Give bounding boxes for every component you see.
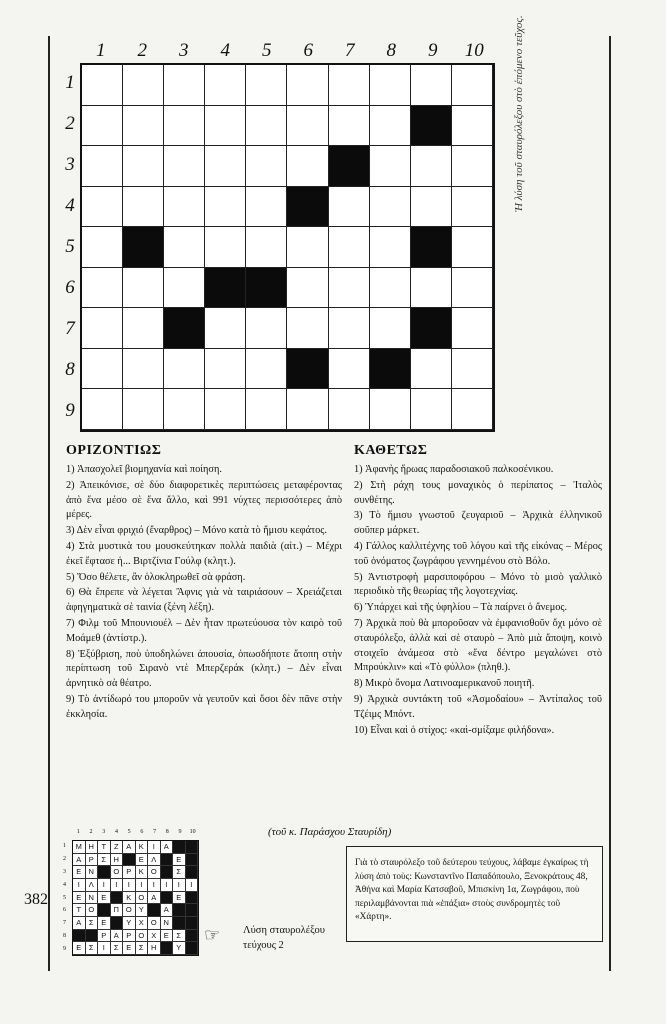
solution-row-number: 8 <box>63 933 66 940</box>
solution-black-cell <box>111 892 124 905</box>
grid-cell <box>123 268 164 309</box>
grid-cell <box>370 146 411 187</box>
solution-cell: Ο <box>136 892 149 905</box>
solution-cell: Η <box>148 942 161 955</box>
grid-cell <box>452 227 493 268</box>
solution-row-number: 9 <box>63 946 66 953</box>
grid-cell <box>82 187 123 228</box>
solution-cell: Ο <box>86 904 99 917</box>
black-cell <box>411 308 452 349</box>
solution-cell: Ν <box>86 892 99 905</box>
black-cell <box>123 227 164 268</box>
solution-cell: Ε <box>161 930 174 943</box>
solution-cell: Α <box>73 917 86 930</box>
solution-column-number: 2 <box>89 829 93 835</box>
column-number: 8 <box>386 40 396 61</box>
solution-black-cell <box>186 917 199 930</box>
solution-cell: Π <box>111 904 124 917</box>
solution-row-number: 1 <box>63 843 66 849</box>
grid-cell <box>82 227 123 268</box>
grid-cell <box>452 146 493 187</box>
column-number: 10 <box>464 40 484 61</box>
solution-cell: Ρ <box>123 930 136 943</box>
solution-column-number: 7 <box>153 829 157 835</box>
grid-cell <box>329 349 370 390</box>
solution-column-number: 8 <box>165 829 169 835</box>
grid-cell <box>82 65 123 106</box>
solution-cell: Κ <box>136 866 149 879</box>
grid-cell <box>287 268 328 309</box>
solution-cell: Κ <box>123 892 136 905</box>
solution-black-cell <box>98 904 111 917</box>
black-cell <box>370 349 411 390</box>
clue: 10) Εἶναι καὶ ὁ στίχος: «καὶ-σμίξαμε φιλήδονα». <box>354 724 555 736</box>
left-margin-rule <box>48 36 50 971</box>
grid-cell <box>370 308 411 349</box>
solution-cell: Σ <box>86 942 99 955</box>
grid-cell <box>370 106 411 147</box>
right-margin-rule <box>609 36 611 971</box>
grid-cell <box>123 106 164 147</box>
grid-cell <box>82 146 123 187</box>
grid-cell <box>164 187 205 228</box>
clue: 5) Ὅσο θέλετε, ἂν ὁλοκληρωθεῖ σὰ φράση. <box>66 571 246 583</box>
solution-cell: Σ <box>173 930 186 943</box>
row-number: 4 <box>65 194 75 216</box>
solution-row-number: 4 <box>63 881 66 888</box>
grid-cell <box>246 187 287 228</box>
row-number: 6 <box>65 276 75 298</box>
solution-cell: Ι <box>123 879 136 892</box>
solution-cell: Υ <box>123 917 136 930</box>
grid-cell <box>329 308 370 349</box>
grid-cell <box>452 65 493 106</box>
solution-cell: Η <box>86 841 99 854</box>
solution-black-cell <box>123 854 136 867</box>
solution-black-cell <box>161 854 174 867</box>
solution-black-cell <box>186 942 199 955</box>
grid-cell <box>287 146 328 187</box>
solution-cell: Ε <box>123 942 136 955</box>
grid-cell <box>411 146 452 187</box>
column-number: 3 <box>179 40 189 61</box>
solution-cell: Λ <box>86 879 99 892</box>
grid-cell <box>329 187 370 228</box>
solution-cell: Σ <box>98 854 111 867</box>
solution-column-numbers <box>72 829 199 835</box>
solution-row-number: 6 <box>63 907 66 914</box>
solution-row-number: 5 <box>63 894 66 901</box>
grid-cell <box>411 268 452 309</box>
grid-cell <box>370 187 411 228</box>
solution-cell: Χ <box>136 917 149 930</box>
solution-black-cell <box>161 942 174 955</box>
clue: 5) Ἀντιστροφὴ μαρσιποφόρου – Μόνο τὸ μισὸ γαλλικὸ περιοδικὸ τῆς θεωρίας τῆς λογοτεχνίας. <box>354 571 602 598</box>
clue: 1) Ἀπασχολεῖ βιομηχανία καὶ ποίηση. <box>66 464 222 475</box>
grid-cell <box>246 65 287 106</box>
grid-cell <box>287 389 328 430</box>
row-number: 3 <box>65 153 75 175</box>
grid-cell <box>123 65 164 106</box>
solution-cell: Α <box>111 930 124 943</box>
solution-cell: Ε <box>73 942 86 955</box>
clue: 8) Ἐξύβριση, ποὺ ὑποδηλώνει ἀπουσία, ὁπωσδήποτε ἄτοπη στὴν περίπτωση τοῦ Σιρανὸ ντὲ Μπερζεράκ (κλητ.) – Δὲν εἶναι ἀρνητικὸ σὰ θέατρο. <box>66 648 342 690</box>
grid-cell <box>329 268 370 309</box>
black-cell <box>411 106 452 147</box>
solution-cell: Α <box>123 841 136 854</box>
black-cell <box>164 308 205 349</box>
row-number: 5 <box>65 235 75 257</box>
solution-black-cell <box>186 892 199 905</box>
grid-cell <box>205 187 246 228</box>
solution-black-cell <box>98 866 111 879</box>
solution-cell: Ν <box>161 917 174 930</box>
grid-cell <box>164 146 205 187</box>
solution-cell: Ε <box>73 892 86 905</box>
across-heading: ΟΡΙΖΟΝΤΙΩΣ <box>66 443 162 458</box>
solution-column-number: 1 <box>76 829 80 835</box>
solvers-notice: Γιὰ τὸ σταυρόλεξο τοῦ δεύτερου τεύχους, λάβαμε ἐγκαίρως τὴ λύση ἀπὸ τοὺς: Κωνσταντῖνο Παπαδόπουλο, Ξενοκράτους 48, Ἀθήνα καὶ Μαρία Κατσαβοῦ, Μπισκίνη 1α, Ζωγράφου, ποὺ περιλαμβάνονται πιὰ «ἐπάξια» στοὺς συνδρομητὲς τοῦ «Χάρτη». <box>346 846 603 942</box>
solution-cell: Λ <box>148 854 161 867</box>
solution-cell: Ε <box>173 892 186 905</box>
previous-solution-grid <box>72 840 199 956</box>
clue: 8) Μικρὸ ὄνομα Λατινοαμερικανοῦ ποιητῆ. <box>354 678 535 690</box>
pointing-hand-icon: ☞ <box>204 925 221 945</box>
solution-cell: Ο <box>148 917 161 930</box>
grid-cell <box>246 308 287 349</box>
row-number: 2 <box>65 112 75 134</box>
down-heading: ΚΑΘΕΤΩΣ <box>354 443 428 458</box>
clue: 6) Ὑπάρχει καὶ τῆς ὑφηλίου – Τὰ παίρνει ὁ ἄνεμος. <box>354 602 568 614</box>
solution-column-number: 5 <box>127 829 131 835</box>
column-number: 7 <box>345 40 355 61</box>
grid-cell <box>205 146 246 187</box>
solution-cell: Ε <box>173 854 186 867</box>
solution-black-cell <box>173 904 186 917</box>
solution-cell: Α <box>73 854 86 867</box>
down-clues <box>354 463 602 739</box>
grid-cell <box>205 65 246 106</box>
solution-cell: Ε <box>136 854 149 867</box>
solution-black-cell <box>173 917 186 930</box>
solution-cell: Ι <box>148 841 161 854</box>
solution-cell: Ι <box>73 879 86 892</box>
grid-cell <box>82 268 123 309</box>
grid-cell <box>246 106 287 147</box>
solution-cell: Ι <box>136 879 149 892</box>
solution-cell: Ι <box>148 879 161 892</box>
grid-cell <box>246 349 287 390</box>
grid-cell <box>123 146 164 187</box>
column-number: 2 <box>137 40 147 61</box>
solution-black-cell <box>186 841 199 854</box>
black-cell <box>411 227 452 268</box>
black-cell <box>287 187 328 228</box>
solution-cell: Ο <box>148 866 161 879</box>
across-clues <box>66 463 342 724</box>
solution-black-cell <box>111 917 124 930</box>
row-number: 7 <box>65 317 75 339</box>
clue: 1) Ἀφανὴς ἥρωας παραδοσιακοῦ παλκοσένικου. <box>354 464 554 475</box>
grid-cell <box>370 389 411 430</box>
solution-black-cell <box>186 904 199 917</box>
grid-cell <box>205 349 246 390</box>
black-cell <box>287 349 328 390</box>
solution-cell: Ι <box>186 879 199 892</box>
solution-cell: Ρ <box>123 866 136 879</box>
solution-cell: Ε <box>98 892 111 905</box>
column-number: 9 <box>428 40 438 61</box>
solution-cell: Ν <box>86 866 99 879</box>
solution-black-cell <box>161 866 174 879</box>
grid-cell <box>329 227 370 268</box>
grid-cell <box>452 389 493 430</box>
solution-column-number: 9 <box>178 829 182 835</box>
clue: 9) Ἀρχικὰ συντάκτη τοῦ «Ἀσμοδαίου» – Ἀντίπαλος τοῦ Τζέιμς Μπόντ. <box>354 693 602 720</box>
solution-black-cell <box>186 866 199 879</box>
solution-black-cell <box>186 854 199 867</box>
solution-cell: Σ <box>86 917 99 930</box>
grid-cell <box>246 389 287 430</box>
grid-cell <box>452 308 493 349</box>
solution-cell: Ο <box>111 866 124 879</box>
solution-cell: Τ <box>73 904 86 917</box>
grid-cell <box>370 65 411 106</box>
grid-cell <box>411 65 452 106</box>
grid-cell <box>452 349 493 390</box>
solution-column-number: 6 <box>140 829 144 835</box>
grid-cell <box>164 389 205 430</box>
clue: 2) Στὴ ράχη τους μοναχικὸς ὁ περίπατος – Ἰταλὸς συνθέτης. <box>354 479 602 506</box>
solution-cell: Κ <box>136 841 149 854</box>
grid-cell <box>82 106 123 147</box>
solution-cell: Ι <box>98 879 111 892</box>
solution-black-cell <box>186 930 199 943</box>
solution-cell: Α <box>161 841 174 854</box>
grid-cell <box>164 106 205 147</box>
grid-cell <box>205 308 246 349</box>
grid-cell <box>205 227 246 268</box>
clue: 4) Γάλλος καλλιτέχνης τοῦ λόγου καὶ τῆς εἰκόνας – Μέρος τοῦ ὀνόματος ζωγράφου γεννημένου στὸ Βόλο. <box>354 540 602 567</box>
clue: 3) Δὲν εἶναι φριχιό (ἔναρθρος) – Μόνο κατὰ τὸ ἥμισυ κεφάτος. <box>66 525 327 537</box>
solution-cell: Α <box>148 892 161 905</box>
grid-cell <box>287 308 328 349</box>
grid-cell <box>287 106 328 147</box>
solution-black-cell <box>73 930 86 943</box>
grid-cell <box>329 106 370 147</box>
solution-column-number: 10 <box>189 829 196 835</box>
solution-black-cell <box>161 892 174 905</box>
grid-cell <box>287 65 328 106</box>
column-number: 6 <box>303 40 313 61</box>
solution-cell: Ι <box>98 942 111 955</box>
solution-row-number: 2 <box>63 855 66 862</box>
row-number: 8 <box>65 358 75 380</box>
clue: 7) Ἀρχικὰ ποὺ θὰ μποροῦσαν νὰ ἐμφανισθοῦν ὄχι μόνο σὲ σταυρόλεξο, ἀλλὰ καὶ σὲ σταυρὸ – Ἀπὸ μιὰ ἄποψη, κοινὸ στοιχεῖο ἀνάμεσα στὸ «ἕνα δέντρο μεγαλώνει στὸ Μπρούκλιν» καὶ «Τὸ φύλλο» (πληθ.). <box>354 617 602 674</box>
solution-row-numbers <box>63 840 71 956</box>
solution-cell: Ι <box>111 879 124 892</box>
grid-cell <box>452 268 493 309</box>
grid-cell <box>370 227 411 268</box>
clue: 6) Θὰ ἔπρεπε νὰ λέγεται Ἄφνις γιὰ νὰ ταιριάσουν – Χρειάζεται ἀφηγηματικὰ σὲ ταινία (ξένη λέξη). <box>66 587 342 614</box>
solution-column-number: 4 <box>114 829 118 835</box>
crossword-grid <box>80 63 495 432</box>
grid-cell <box>370 268 411 309</box>
solution-cell: Ο <box>123 904 136 917</box>
black-cell <box>329 146 370 187</box>
grid-cell <box>246 146 287 187</box>
column-number: 1 <box>96 40 106 61</box>
clue: 4) Στὰ μυστικὰ του μουσκεύτηκαν πολλὰ παιδιὰ (αἰτ.) – Μέχρι ἐκεῖ ἔφτασε ἡ... Βιρτζίνια Γούλφ (κλητ.). <box>66 540 342 567</box>
row-number: 1 <box>65 71 75 93</box>
grid-cell <box>123 389 164 430</box>
row-number: 9 <box>65 399 75 421</box>
grid-cell <box>82 389 123 430</box>
grid-cell <box>329 389 370 430</box>
grid-cell <box>205 106 246 147</box>
column-number: 4 <box>220 40 230 61</box>
column-number: 5 <box>262 40 272 61</box>
grid-cell <box>123 187 164 228</box>
solution-cell: Ε <box>73 866 86 879</box>
solution-cell: Υ <box>173 942 186 955</box>
solution-cell: Ε <box>98 917 111 930</box>
grid-cell <box>164 349 205 390</box>
clue: 7) Φιλμ τοῦ Μπουνιουέλ – Δὲν ἦταν πρωτεύουσα τὸν καιρὸ τοῦ Μοάμεθ (ἀντίστρ.). <box>66 617 342 644</box>
solution-cell: Χ <box>148 930 161 943</box>
grid-cell <box>164 268 205 309</box>
solution-cell: Ζ <box>111 841 124 854</box>
grid-cell <box>82 308 123 349</box>
solution-cell: Σ <box>111 942 124 955</box>
solution-cell: Τ <box>98 841 111 854</box>
author-credit: (τοῦ κ. Παράσχου Σταυρίδη) <box>268 826 392 838</box>
solution-black-cell <box>173 841 186 854</box>
solution-cell: Σ <box>173 866 186 879</box>
grid-cell <box>164 227 205 268</box>
grid-cell <box>411 187 452 228</box>
solution-label: Λύση σταυρολέξου τεύχους 2 <box>243 925 325 951</box>
grid-cell <box>123 308 164 349</box>
grid-cell <box>287 227 328 268</box>
grid-cell <box>246 227 287 268</box>
clue: 3) Τὸ ἥμισυ γνωστοῦ ζευγαριοῦ – Ἀρχικὰ ἑλληνικοῦ σοῦπερ μάρκετ. <box>354 510 602 537</box>
solution-cell: Ι <box>161 879 174 892</box>
solution-black-cell <box>86 930 99 943</box>
grid-cell <box>205 389 246 430</box>
solution-black-cell <box>148 904 161 917</box>
grid-cell <box>452 187 493 228</box>
solution-cell: Υ <box>136 904 149 917</box>
grid-cell <box>411 389 452 430</box>
solution-cell: Μ <box>73 841 86 854</box>
solution-cell: Ι <box>173 879 186 892</box>
grid-cell <box>123 349 164 390</box>
black-cell <box>205 268 246 309</box>
solution-column-number: 3 <box>102 829 106 835</box>
page-number: 382 <box>24 891 48 908</box>
solution-cell: Η <box>111 854 124 867</box>
solution-cell: Σ <box>136 942 149 955</box>
solution-cell: Ρ <box>98 930 111 943</box>
grid-cell <box>411 349 452 390</box>
clue: 9) Τὸ ἀντίδωρό του μποροῦν νὰ γευτοῦν καὶ ὅσοι δὲν πᾶνε στὴν ἐκκλησία. <box>66 693 342 720</box>
grid-cell <box>82 349 123 390</box>
solution-cell: Ρ <box>86 854 99 867</box>
solution-cell: Ο <box>136 930 149 943</box>
clue: 2) Ἀπεικόνισε, σὲ δύο διαφορετικὲς περιπτώσεις μεταφέροντας ἀπὸ ἕνα μέσο σὲ ἕνα ἄλλο, καὶ 991 νύχτες περισσότερες ἀπὸ μέρες. <box>66 479 342 521</box>
solution-next-issue-note: Ἡ λύση τοῦ σταυρόλεξου στὸ ἑπόμενο τεῦχος. <box>513 15 525 212</box>
black-cell <box>246 268 287 309</box>
solution-row-number: 3 <box>63 868 66 875</box>
grid-cell <box>452 106 493 147</box>
grid-cell <box>329 65 370 106</box>
solution-row-number: 7 <box>63 920 66 927</box>
grid-cell <box>164 65 205 106</box>
solution-cell: Α <box>161 904 174 917</box>
